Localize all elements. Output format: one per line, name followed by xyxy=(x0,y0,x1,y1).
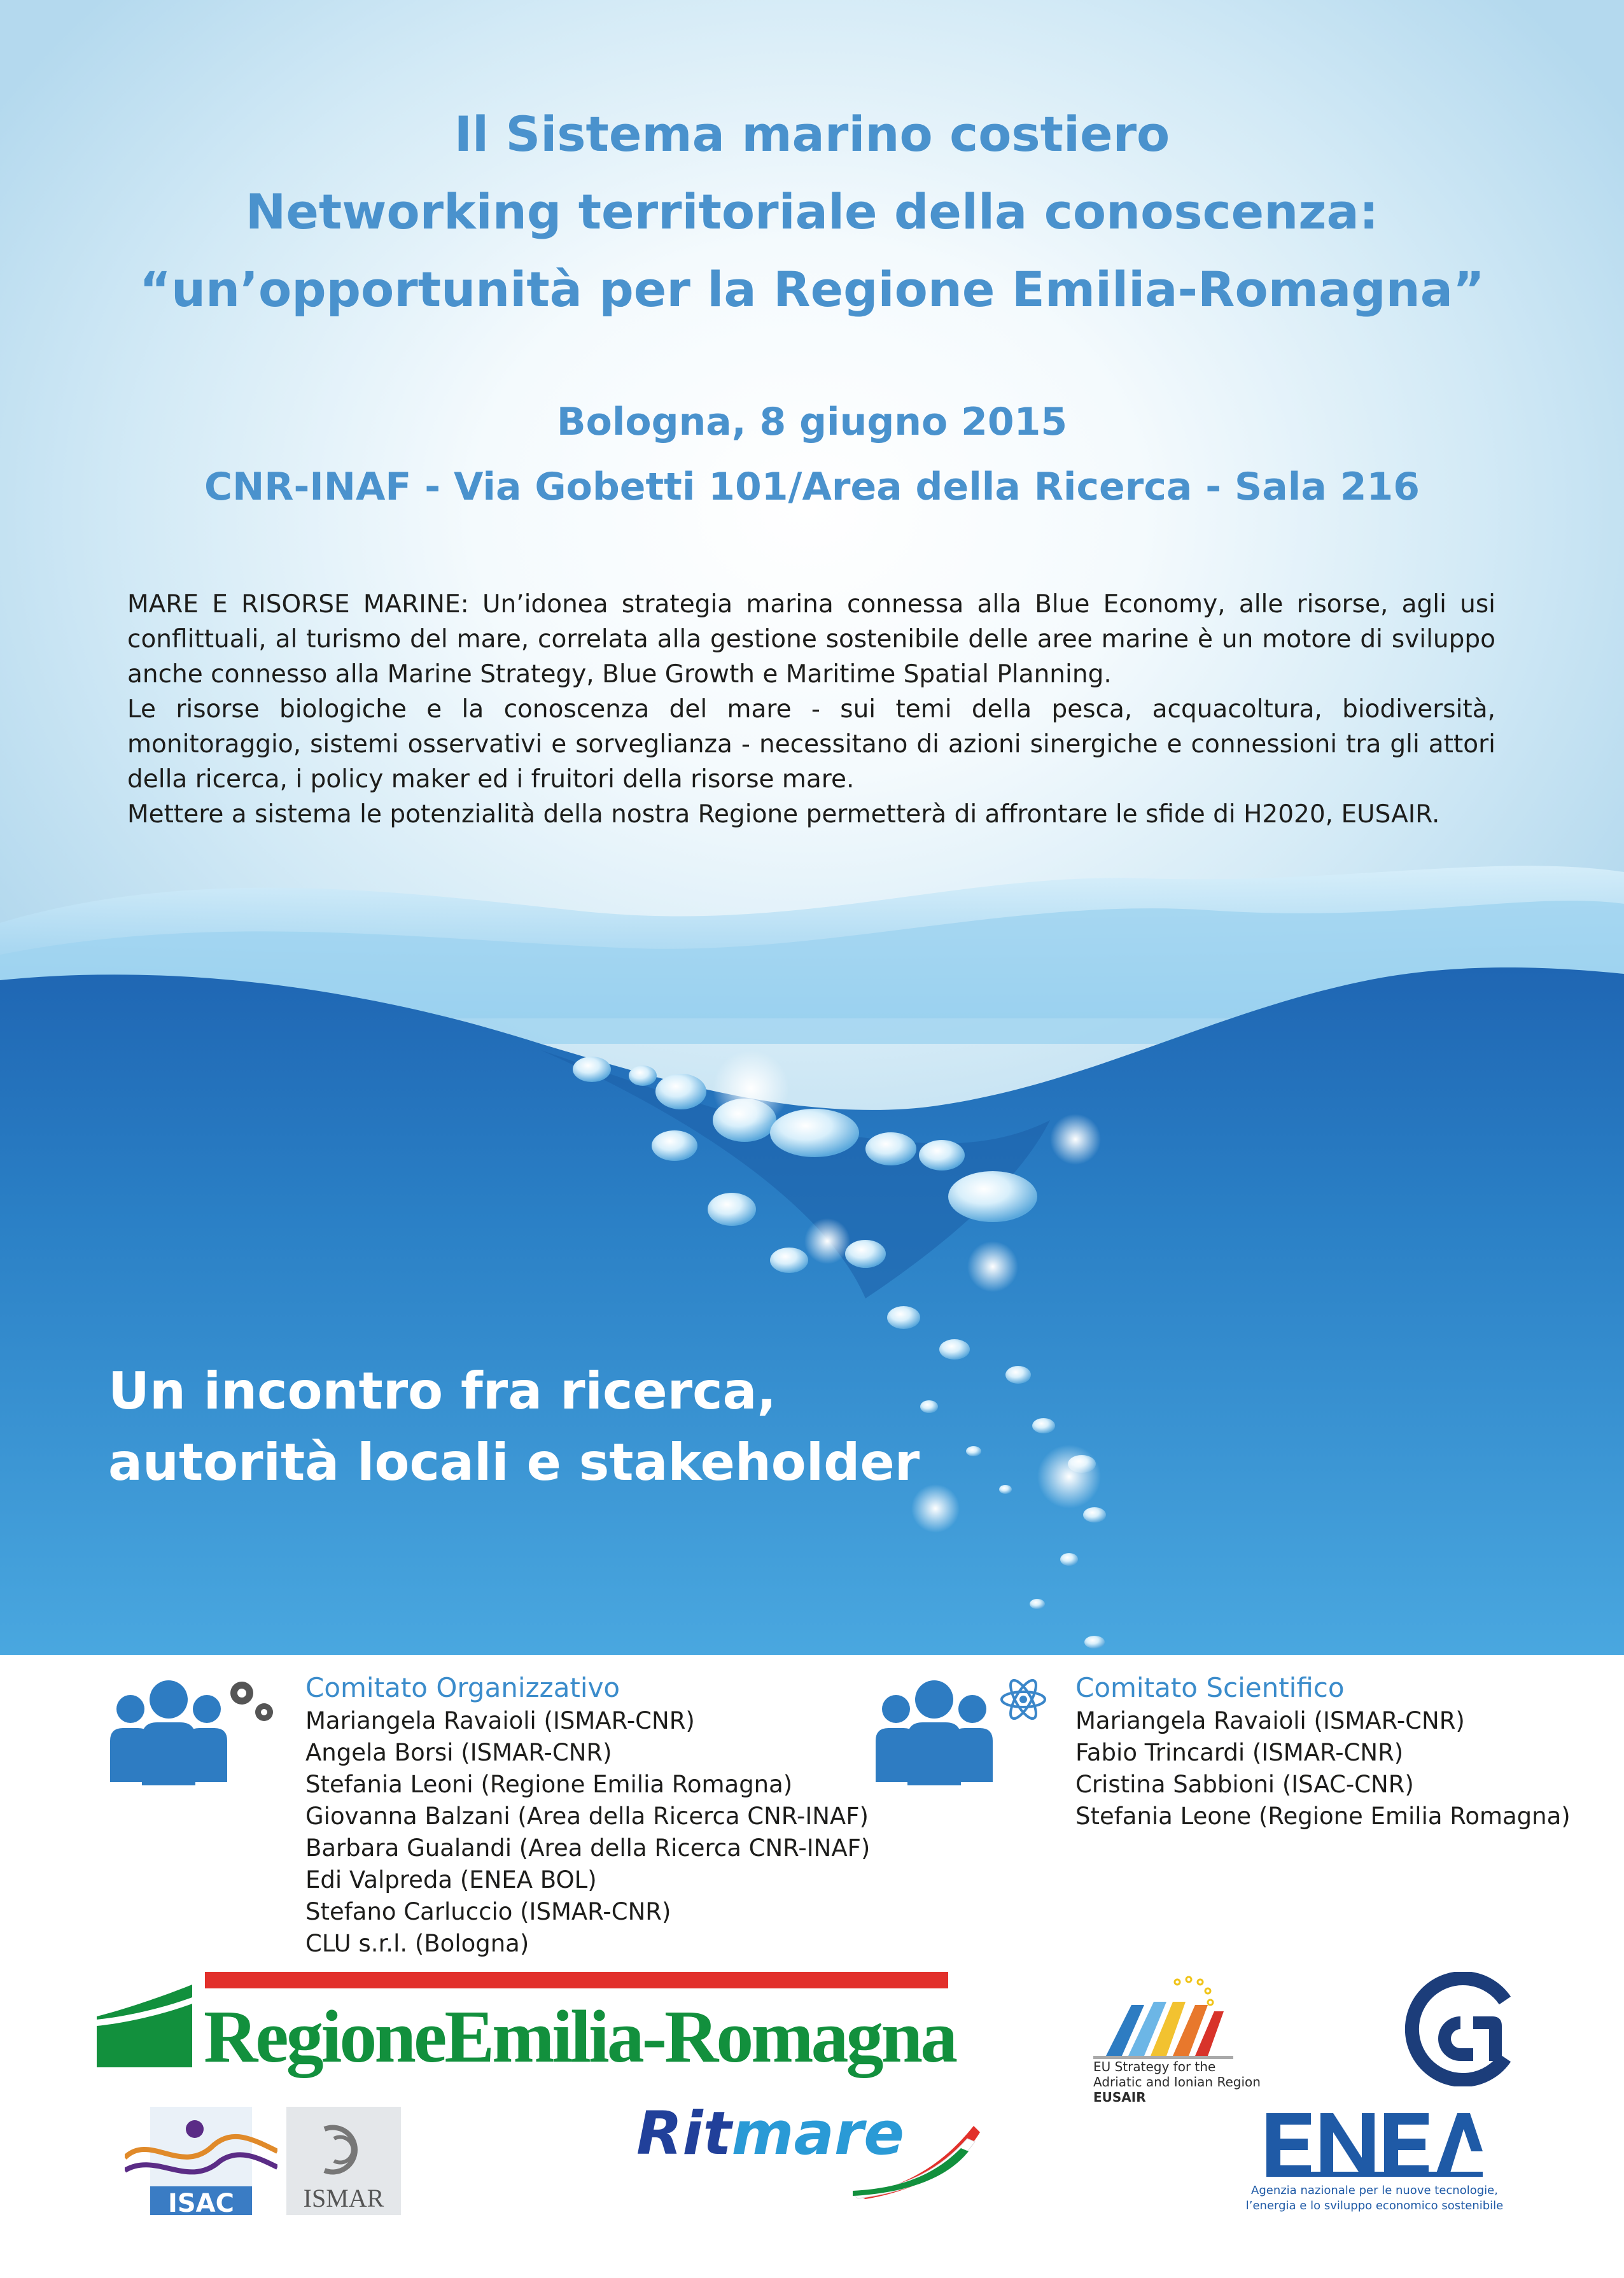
eusair-caption xyxy=(1093,2059,1261,2105)
committee-member: Stefania Leoni (Regione Emilia Romagna) xyxy=(305,1771,793,1798)
committee-member: Barbara Gualandi (Area della Ricerca CNR-INAF) xyxy=(305,1834,871,1862)
cnr-logo xyxy=(1397,1972,1524,2086)
description xyxy=(127,587,1495,832)
sea-illustration xyxy=(0,853,1624,1661)
event-date: Bologna, 8 giugno 2015 xyxy=(556,400,1068,444)
committee-member: Stefania Leone (Regione Emilia Romagna) xyxy=(1075,1803,1571,1830)
committee-member: Angela Borsi (ISMAR-CNR) xyxy=(305,1739,612,1766)
headline xyxy=(108,1356,920,1498)
regione-emilia-romagna-wordmark: RegioneEmilia-Romagna xyxy=(204,1995,956,2078)
people-atom-icon xyxy=(871,1674,1055,1789)
ritmare-wave-mark xyxy=(853,2120,980,2202)
title-block xyxy=(0,95,1624,328)
committee-member: Mariangela Ravaioli (ISMAR-CNR) xyxy=(1075,1707,1465,1734)
enea-caption-line-2: l’energia e lo sviluppo economico sostenibile xyxy=(1245,2199,1504,2212)
event-venue: CNR-INAF - Via Gobetti 101/Area della Ricerca - Sala 216 xyxy=(204,465,1420,509)
enea-caption-line-1: Agenzia nazionale per le nuove tecnologie, xyxy=(1251,2184,1498,2197)
isac-label: ISAC xyxy=(167,2189,234,2218)
title-line-1: Il Sistema marino costiero xyxy=(454,106,1170,162)
sea-body xyxy=(0,967,1624,1661)
title-line-3: “un’opportunità per la Regione Emilia-Romagna” xyxy=(139,261,1485,318)
scientific-committee xyxy=(1075,1671,1571,1832)
eusair-caption-line-3: EUSAIR xyxy=(1093,2090,1146,2105)
ritmare-logo-rit: Rit xyxy=(636,2099,732,2169)
enea-caption xyxy=(1209,2183,1540,2214)
committee-member: Edi Valpreda (ENEA BOL) xyxy=(305,1866,597,1894)
description-paragraph-1: MARE E RISORSE MARINE: Un’idonea strategia marina connessa alla Blue Economy, alle risorse, agli usi conflittuali, al turismo del mare, correlata alla gestione sostenibile delle aree marine è un motore di sviluppo anche connesso alla Marine Strategy, Blue Growth e Maritime Spatial Planning. xyxy=(127,590,1495,689)
committee-member: Cristina Sabbioni (ISAC-CNR) xyxy=(1075,1771,1414,1798)
committee-member: Fabio Trincardi (ISMAR-CNR) xyxy=(1075,1739,1404,1766)
committee-member: CLU s.r.l. (Bologna) xyxy=(305,1930,529,1957)
headline-line-2: autorità locali e stakeholder xyxy=(108,1433,920,1492)
headline-line-1: Un incontro fra ricerca, xyxy=(108,1361,776,1421)
scientific-committee-title: Comitato Scientifico xyxy=(1075,1672,1345,1703)
eusair-logo xyxy=(1093,1967,1233,2059)
eusair-caption-line-2: Adriatic and Ionian Region xyxy=(1093,2074,1261,2090)
description-paragraph-2: Le risorse biologiche e la conoscenza del mare - sui temi della pesca, acquacoltura, biodiversità, monitoraggio, sistemi osservativi e sorveglianza - necessitano di azioni sinergiche e connessioni tra gli attori della ricerca, i policy maker ed i fruitori della risorse mare. xyxy=(127,695,1495,794)
committee-member: Giovanna Balzani (Area della Ricerca CNR-INAF) xyxy=(305,1803,869,1830)
eusair-caption-line-1: EU Strategy for the xyxy=(1093,2059,1216,2074)
organizing-committee-title: Comitato Organizzativo xyxy=(305,1672,620,1703)
description-paragraph-3: Mettere a sistema le potenzialità della nostra Regione permetterà di affrontare le sfide di H2020, EUSAIR. xyxy=(127,800,1440,829)
event-info xyxy=(0,390,1624,519)
ismar-label: ISMAR xyxy=(303,2184,384,2212)
people-gears-icon xyxy=(105,1674,283,1789)
title-line-2: Networking territoriale della conoscenza: xyxy=(245,183,1379,240)
ritmare-logo-mare: mare xyxy=(731,2099,905,2169)
enea-logo xyxy=(1266,2113,1483,2177)
committee-member: Stefano Carluccio (ISMAR-CNR) xyxy=(305,1898,671,1925)
committee-member: Mariangela Ravaioli (ISMAR-CNR) xyxy=(305,1707,695,1734)
organizing-committee xyxy=(305,1671,870,1960)
